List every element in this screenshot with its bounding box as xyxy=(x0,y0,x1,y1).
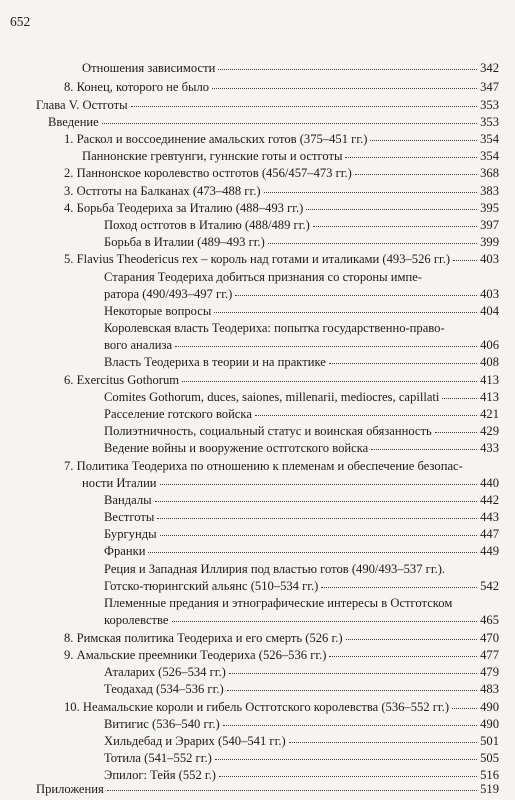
toc-entry xyxy=(104,718,499,731)
dot-leader xyxy=(329,363,477,364)
entry-page: 403 xyxy=(480,287,499,301)
entry-title: Некоторые вопросы xyxy=(104,304,212,318)
entry-page: 354 xyxy=(480,149,499,163)
dot-leader xyxy=(218,69,477,70)
entry-page: 449 xyxy=(480,544,499,558)
entry-title: Витигис (536–540 гг.) xyxy=(104,717,220,731)
dot-leader xyxy=(227,690,477,691)
entry-title: 10. Неамальские короли и гибель Остготского королевства (536–552 гг.) xyxy=(64,700,450,714)
dot-leader xyxy=(442,398,477,399)
entry-page: 353 xyxy=(480,115,499,129)
entry-page: 404 xyxy=(480,304,499,318)
dot-leader xyxy=(355,174,477,175)
toc-entry xyxy=(64,81,499,94)
entry-page: 519 xyxy=(480,782,499,796)
entry-title: 3. Остготы на Балканах (473–488 гг.) xyxy=(64,184,261,198)
entry-page: 421 xyxy=(480,407,499,421)
entry-title: Введение xyxy=(48,115,99,129)
entry-page: 442 xyxy=(480,493,499,507)
toc-entry xyxy=(104,322,499,335)
entry-title: 4. Борьба Теодериха за Италию (488–493 гг.) xyxy=(64,201,304,215)
toc-entry xyxy=(64,649,499,662)
entry-title: Вестготы xyxy=(104,510,155,524)
entry-page: 347 xyxy=(480,80,499,94)
dot-leader xyxy=(289,742,477,743)
dot-leader xyxy=(155,501,478,502)
toc-entry xyxy=(104,752,499,765)
entry-page: 368 xyxy=(480,166,499,180)
entry-page: 399 xyxy=(480,235,499,249)
entry-page: 465 xyxy=(480,613,499,627)
dot-leader xyxy=(255,415,477,416)
entry-title: 6. Exercitus Gothorum xyxy=(64,373,180,387)
toc-entry xyxy=(64,701,499,714)
toc-entry xyxy=(104,356,499,369)
entry-title: Приложения xyxy=(36,782,104,796)
dot-leader xyxy=(370,140,477,141)
toc-entry xyxy=(104,339,499,352)
dot-leader xyxy=(157,518,477,519)
entry-title: Старания Теодериха добиться признания со стороны импе- xyxy=(104,270,422,284)
dot-leader xyxy=(215,759,477,760)
entry-title: Тотила (541–552 гг.) xyxy=(104,751,212,765)
dot-leader xyxy=(160,535,478,536)
entry-title: Аталарих (526–534 гг.) xyxy=(104,665,226,679)
toc-entry xyxy=(82,150,499,163)
entry-page: 397 xyxy=(480,218,499,232)
entry-page: 490 xyxy=(480,700,499,714)
entry-title: Хильдебад и Эрарих (540–541 гг.) xyxy=(104,734,286,748)
toc-entry xyxy=(104,563,499,576)
entry-title: Борьба в Италии (489–493 гг.) xyxy=(104,235,265,249)
toc-entry xyxy=(104,391,499,404)
entry-page: 516 xyxy=(480,768,499,782)
dot-leader xyxy=(229,673,477,674)
dot-leader xyxy=(223,725,477,726)
toc-entry xyxy=(104,528,499,541)
entry-title: 8. Конец, которого не было xyxy=(64,80,210,94)
entry-page: 403 xyxy=(480,252,499,266)
dot-leader xyxy=(182,381,477,382)
entry-title: Королевская власть Теодериха: попытка государственно-право- xyxy=(104,321,445,335)
toc-entry xyxy=(48,116,499,129)
entry-page: 490 xyxy=(480,717,499,731)
entry-page: 433 xyxy=(480,441,499,455)
toc-entry xyxy=(104,271,499,284)
entry-title: 9. Амальские преемники Теодериха (526–536 гг.) xyxy=(64,648,327,662)
toc-entry xyxy=(64,133,499,146)
entry-title: Бургунды xyxy=(104,527,157,541)
entry-title: Comites Gothorum, duces, saiones, millenarii, mediocres, capillati xyxy=(104,390,440,404)
entry-page: 383 xyxy=(480,184,499,198)
entry-title: Реция и Западная Иллирия под властью готов (490/493–537 гг.). xyxy=(104,562,446,576)
toc-entry xyxy=(64,185,499,198)
entry-title: Эпилог: Тейя (552 г.) xyxy=(104,768,216,782)
dot-leader xyxy=(148,552,477,553)
dot-leader xyxy=(306,209,477,210)
entry-title: ратора (490/493–497 гг.) xyxy=(104,287,233,301)
toc-entry xyxy=(104,305,499,318)
entry-title: Расселение готского войска xyxy=(104,407,252,421)
toc-entry xyxy=(82,477,499,490)
toc-entry xyxy=(104,597,499,610)
toc-entry xyxy=(64,460,499,473)
entry-page: 479 xyxy=(480,665,499,679)
toc-entry xyxy=(82,62,499,75)
entry-page: 470 xyxy=(480,631,499,645)
toc-entry xyxy=(104,545,499,558)
entry-title: 5. Flavius Theodericus rex – король над готами и италиками (493–526 гг.) xyxy=(64,252,451,266)
toc-entry xyxy=(64,374,499,387)
toc-entry xyxy=(104,219,499,232)
dot-leader xyxy=(107,790,477,791)
entry-page: 447 xyxy=(480,527,499,541)
toc-entry xyxy=(104,735,499,748)
toc-entry xyxy=(64,202,499,215)
dot-leader xyxy=(453,260,477,261)
dot-leader xyxy=(172,621,478,622)
entry-title: Отношения зависимости xyxy=(82,61,216,75)
toc-entry xyxy=(104,442,499,455)
entry-title: 2. Паннонское королевство остготов (456/457–473 гг.) xyxy=(64,166,352,180)
entry-page: 483 xyxy=(480,682,499,696)
entry-title: Поход остготов в Италию (488/489 гг.) xyxy=(104,218,310,232)
entry-page: 443 xyxy=(480,510,499,524)
entry-title: Вандалы xyxy=(104,493,152,507)
dot-leader xyxy=(346,639,478,640)
entry-page: 440 xyxy=(480,476,499,490)
dot-leader xyxy=(175,346,477,347)
dot-leader xyxy=(452,708,477,709)
entry-title: Власть Теодериха в теории и на практике xyxy=(104,355,326,369)
toc-entry xyxy=(36,783,499,796)
entry-title: Паннонские гревтунги, гуннские готы и остготы xyxy=(82,149,343,163)
page-number: 652 xyxy=(10,14,31,29)
entry-page: 406 xyxy=(480,338,499,352)
entry-title: 7. Политика Теодериха по отношению к племенам и обеспечение безопас- xyxy=(64,459,463,473)
entry-title: Племенные предания и этнографические интересы в Остготском xyxy=(104,596,453,610)
toc-entry xyxy=(104,614,499,627)
dot-leader xyxy=(371,449,477,450)
toc-entry xyxy=(104,494,499,507)
entry-title: Готско-тюрингский альянс (510–534 гг.) xyxy=(104,579,319,593)
entry-title: 1. Раскол и воссоединение амальских готов (375–451 гг.) xyxy=(64,132,368,146)
entry-title: королевстве xyxy=(104,613,169,627)
toc-entry xyxy=(104,769,499,782)
toc-entry xyxy=(64,253,499,266)
entry-page: 408 xyxy=(480,355,499,369)
entry-title: Франки xyxy=(104,544,146,558)
entry-title: 8. Римская политика Теодериха и его смерть (526 г.) xyxy=(64,631,343,645)
dot-leader xyxy=(212,88,477,89)
entry-page: 501 xyxy=(480,734,499,748)
entry-page: 542 xyxy=(480,579,499,593)
toc-entry xyxy=(104,288,499,301)
entry-title: Полиэтничность, социальный статус и воинская обязанность xyxy=(104,424,432,438)
entry-page: 413 xyxy=(480,373,499,387)
entry-page: 354 xyxy=(480,132,499,146)
dot-leader xyxy=(329,656,477,657)
entry-page: 505 xyxy=(480,751,499,765)
dot-leader xyxy=(313,226,477,227)
dot-leader xyxy=(264,192,478,193)
entry-title: Ведение войны и вооружение остготского войска xyxy=(104,441,369,455)
entry-page: 413 xyxy=(480,390,499,404)
dot-leader xyxy=(160,484,478,485)
toc-entry xyxy=(104,511,499,524)
toc-entry xyxy=(104,425,499,438)
dot-leader xyxy=(321,587,477,588)
toc-entry xyxy=(104,683,499,696)
entry-title: Глава V. Остготы xyxy=(36,98,128,112)
entry-page: 353 xyxy=(480,98,499,112)
toc-entry xyxy=(104,580,499,593)
toc-entry xyxy=(64,167,499,180)
entry-page: 477 xyxy=(480,648,499,662)
entry-title: вого анализа xyxy=(104,338,173,352)
dot-leader xyxy=(345,157,477,158)
dot-leader xyxy=(268,243,477,244)
toc-entry xyxy=(104,408,499,421)
dot-leader xyxy=(131,106,477,107)
toc-entry xyxy=(104,236,499,249)
entry-page: 342 xyxy=(480,61,499,75)
dot-leader xyxy=(235,295,477,296)
entry-title: Теодахад (534–536 гг.) xyxy=(104,682,224,696)
dot-leader xyxy=(219,776,477,777)
dot-leader xyxy=(102,123,477,124)
toc-entry xyxy=(104,666,499,679)
entry-page: 429 xyxy=(480,424,499,438)
toc-entry xyxy=(64,632,499,645)
entry-title: ности Италии xyxy=(82,476,157,490)
dot-leader xyxy=(214,312,477,313)
toc-entry xyxy=(36,99,499,112)
dot-leader xyxy=(435,432,477,433)
entry-page: 395 xyxy=(480,201,499,215)
